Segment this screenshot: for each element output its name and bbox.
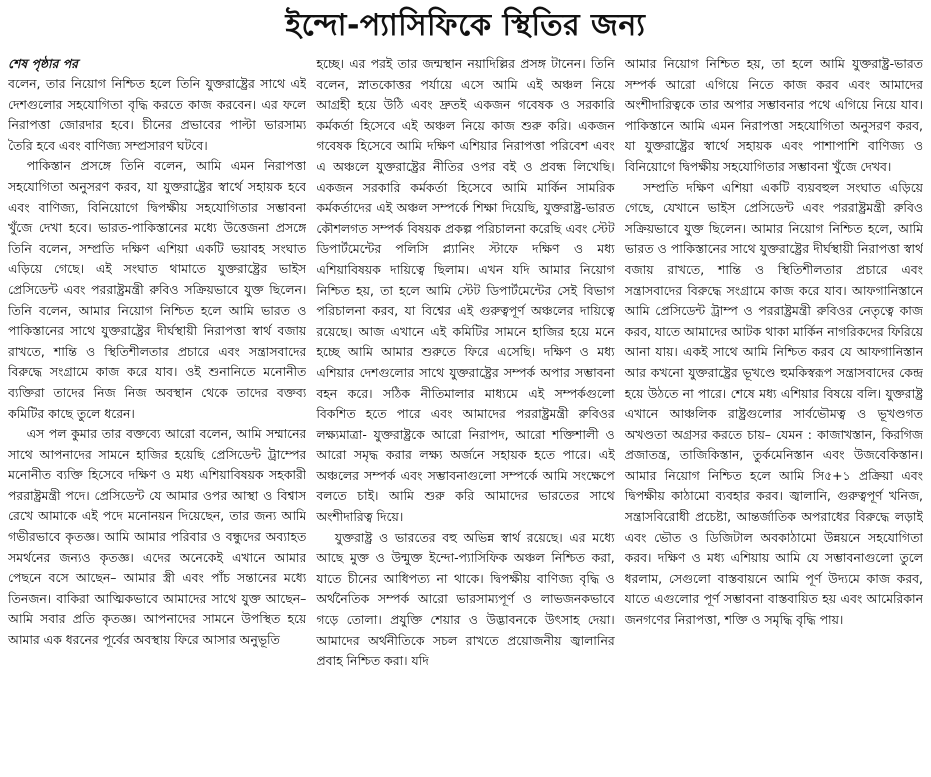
paragraph: এস পল কুমার তার বক্তব্যে আরো বলেন, আমি সম্মানের সাথে আপনাদের সামনে হাজির হয়েছি প্রেসিডেন্ট ট্রাম্পের মনোনীত ব্যক্তি হিসেবে দক্ষিণ ও মধ্য এশিয়াবিষয়ক সহকারী পররাষ্ট্রমন্ত্রী পদে। প্রেসিডেন্ট যে আমার ওপর আস্থা ও বিশ্বাস রেখে আমাকে এই পদে মনোনয়ন দিয়েছেন, তার জন্য আমি গভীরভাবে কৃতজ্ঞ। আমি আমার পরিবার ও বন্ধুদের অব্যাহত সমর্থনের জন্যও কৃতজ্ঞ। এদের অনেকেই এখানে আমার পেছনে বসে আছেন– আমার স্ত্রী এবং পাঁচ সন্তানের মধ্যে তিনজন। বাকিরা আত্মিকভাবে আমাদের সাথে যুক্ত আছেন– আমি সবার প্রতি কৃতজ্ঞ। আপনাদের সামনে উপস্থিত হয়ে আমার এক ধরনের পূর্বের অবস্থায় ফিরে আসার অনুভূতি <box>8 426 307 648</box>
paragraph: হচ্ছে। এর পরই তার জন্মস্থান নয়াদিল্লির প্রসঙ্গ টানেন। তিনি বলেন, স্নাতকোত্তর পর্যায়ে এসে আমি এই অঞ্চল নিয়ে আগ্রহী হয়ে উঠি এবং দ্রুতই একজন গবেষক ও সরকারি কর্মকর্তা হিসেবে এই অঞ্চল নিয়ে কাজ শুরু করি। একজন গবেষক হিসেবে আমি দক্ষিণ এশিয়ার নিরাপত্তা পরিবেশ এবং এ অঞ্চলে যুক্তরাষ্ট্রের নীতির ওপর বই ও প্রবন্ধ লিখেছি। একজন সরকারি কর্মকর্তা হিসেবে আমি মার্কিন সামরিক কর্মকর্তাদের এই অঞ্চল সম্পর্কে শিক্ষা দিয়েছি, যুক্তরাষ্ট্র-ভারত কৌশলগত সম্পর্ক বিষয়ক প্রকল্প পরিচালনা করেছি এবং স্টেট ডিপার্টমেন্টের পলিসি প্ল্যানিং স্টাফে দক্ষিণ ও মধ্য এশিয়াবিষয়ক দায়িত্বে ছিলাম। এখন যদি আমার নিয়োগ নিশ্চিত হয়, তা হলে আমি স্টেট ডিপার্টমেন্টের সেই বিভাগ পরিচালনা করব, যা বিশ্বের এই গুরুত্বপূর্ণ অঞ্চলের দায়িত্বে রয়েছে। আজ এখানে এই কমিটির সামনে হাজির হয়ে মনে হচ্ছে আমি আমার শুরুতে ফিরে এসেছি। দক্ষিণ ও মধ্য এশিয়ার দেশগুলোর সাথে যুক্তরাষ্ট্রের সম্পর্ক অপার সম্ভাবনা বহন করে। সঠিক নীতিমালার মাধ্যমে এই সম্পর্কগুলো বিকশিত হতে পারে এবং আমাদের পররাষ্ট্রমন্ত্রী রুবিওর লক্ষ্যমাত্রা- যুক্তরাষ্ট্রকে আরো নিরাপদ, আরো শক্তিশালী ও আরো সমৃদ্ধ করার লক্ষ্য অর্জনে সহায়ক হতে পারে। এই অঞ্চলের সম্পর্ক এবং সম্ভাবনাগুলো সম্পর্কে আমি সংক্ষেপে বলতে চাই। আমি শুরু করি আমাদের ভারতের সাথে অংশীদারিত্ব দিয়ে। <box>316 56 615 525</box>
paragraph: পাকিস্তান প্রসঙ্গে তিনি বলেন, আমি এমন নিরাপত্তা সহযোগিতা অনুসরণ করব, যা যুক্তরাষ্ট্রের স্বার্থে সহায়ক হবে এবং বাণিজ্য, বিনিয়োগে দ্বিপক্ষীয় সহযোগিতার সম্ভাবনা খুঁজে দেখা হবে। ভারত-পাকিস্তানের মধ্যে উত্তেজনা প্রসঙ্গে তিনি বলেন, সম্প্রতি দক্ষিণ এশিয়া একটি ভয়াবহ সংঘাত এড়িয়ে গেছে। এই সংঘাত থামাতে যুক্তরাষ্ট্রের ভাইস প্রেসিডেন্ট এবং পররাষ্ট্রমন্ত্রী রুবিও সক্রিয়ভাবে যুক্ত ছিলেন। তিনি বলেন, আমার নিয়োগ নিশ্চিত হলে আমি ভারত ও পাকিস্তানের সাথে যুক্তরাষ্ট্রের দীর্ঘস্থায়ী নিরাপত্তা স্বার্থ বজায় রাখতে, শান্তি ও স্থিতিশীলতার প্রচারে এবং সন্ত্রাসবাদের বিরুদ্ধে সংগ্রামে কাজ করে যাব। ওই শুনানিতে মনোনীত ব্যক্তিরা তাদের নিজ নিজ অবস্থান থেকে তাদের বক্তব্য কমিটির কাছে তুলে ধরেন। <box>8 158 307 421</box>
headline: ইন্দো-প্যাসিফিকে স্থিতির জন্য <box>285 8 646 43</box>
paragraph: সম্প্রতি দক্ষিণ এশিয়া একটি ব্যয়বহুল সংঘাত এড়িয়ে গেছে, যেখানে ভাইস প্রেসিডেন্ট এবং পররাষ্ট্রমন্ত্রী রুবিও সক্রিয়ভাবে যুক্ত ছিলেন। আমার নিয়োগ নিশ্চিত হলে, আমি ভারত ও পাকিস্তানের সাথে যুক্তরাষ্ট্রের দীর্ঘস্থায়ী নিরাপত্তা স্বার্থ বজায় রাখতে, শান্তি ও স্থিতিশীলতার প্রচারে এবং সন্ত্রাসবাদের বিরুদ্ধে সংগ্রামে কাজ করে যাব। আফগানিস্তানে আমি প্রেসিডেন্ট ট্রাম্প ও পররাষ্ট্রমন্ত্রী রুবিওর নেতৃত্বে কাজ করব, যাতে আমাদের আটক থাকা মার্কিন নাগরিকদের ফিরিয়ে আনা যায়। একই সাথে আমি নিশ্চিত করব যে আফগানিস্তান আর কখনো যুক্তরাষ্ট্রের ভূখণ্ডে হুমকিস্বরূপ সন্ত্রাসবাদের কেন্দ্র হয়ে উঠতে না পারে। শেষে মধ্য এশিয়ার বিষয়ে বলি। যুক্তরাষ্ট্র এখানে আঞ্চলিক রাষ্ট্রগুলোর সার্বভৌমত্ব ও ভূখণ্ডগত অখণ্ডতা অগ্রসর করতে চায়– যেমন : কাজাখস্তান, কিরগিজ প্রজাতন্ত্র, তাজিকিস্তান, তুর্কমেনিস্তান এবং উজবেকিস্তান। আমার নিয়োগ নিশ্চিত হলে আমি সি৫+১ প্রক্রিয়া এবং দ্বিপক্ষীয় কাঠামো ব্যবহার করব। জ্বালানি, গুরুত্বপূর্ণ খনিজ, সন্ত্রাসবিরোধী প্রচেষ্টা, আন্তর্জাতিক অপরাধের বিরুদ্ধে লড়াই এবং ভৌত ও ডিজিটাল অবকাঠামো উন্নয়নে সহযোগিতা করব। দক্ষিণ ও মধ্য এশিয়ায় আমি যে সম্ভাবনাগুলো তুলে ধরলাম, সেগুলো বাস্তবায়নে আমি পূর্ণ উদ্যমে কাজ করব, যাতে এগুলোর পূর্ণ সম্ভাবনা বাস্তবায়িত হয় এবং আমেরিকান জনগণের নিরাপত্তা, শক্তি ও সমৃদ্ধি বৃদ্ধি পায়। <box>624 179 923 628</box>
paragraph: আমার নিয়োগ নিশ্চিত হয়, তা হলে আমি যুক্তরাষ্ট্র-ভারত সম্পর্ক আরো এগিয়ে নিতে কাজ করব এবং আমাদের অংশীদারিত্বকে তার অপার সম্ভাবনার পথে এগিয়ে নিয়ে যাব। পাকিস্তানে আমি এমন নিরাপত্তা সহযোগিতা অনুসরণ করব, যা যুক্তরাষ্ট্রের স্বার্থে সহায়ক এবং পাশাপাশি বাণিজ্য ও বিনিয়োগে দ্বিপক্ষীয় সহযোগিতার সম্ভাবনা খুঁজে দেখব। <box>624 56 923 174</box>
paragraph: যুক্তরাষ্ট্র ও ভারতের বহু অভিন্ন স্বার্থ রয়েছে। এর মধ্যে আছে মুক্ত ও উন্মুক্ত ইন্দো-প্যাসিফিক অঞ্চল নিশ্চিত করা, যাতে চীনের আধিপত্য না থাকে। দ্বিপক্ষীয় বাণিজ্য বৃদ্ধি ও অর্থনৈতিক সম্পর্ক আরো ভারসাম্যপূর্ণ ও লাভজনকভাবে গড়ে তোলা। প্রযুক্তি শেয়ার ও উদ্ভাবনকে উৎসাহ দেয়া। আমাদের অর্থনীতিকে সচল রাখতে প্রয়োজনীয় জ্বালানির প্রবাহ নিশ্চিত করা। যদি <box>316 529 615 669</box>
continued-from-label: শেষ পৃষ্ঠার পর <box>8 56 78 71</box>
article-column-1 <box>8 54 306 776</box>
article-column-2 <box>316 54 614 776</box>
article-column-3 <box>625 54 923 776</box>
article-columns <box>8 54 923 776</box>
paragraph: বলেন, তার নিয়োগ নিশ্চিত হলে তিনি যুক্তরাষ্ট্রের সাথে এই দেশগুলোর সহযোগিতা বৃদ্ধি করতে কাজ করবেন। এর ফলে নিরাপত্তা জোরদার হবে। চীনের প্রভাবের পাল্টা ভারসাম্য তৈরি হবে এবং বাণিজ্য সম্প্রসারণ ঘটবে। <box>8 76 307 153</box>
